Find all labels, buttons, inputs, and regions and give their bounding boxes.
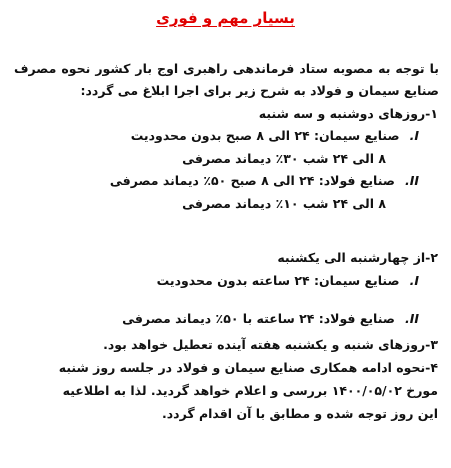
item-2-heading: ۲-از چهارشنبه الی یکشنبه: [277, 250, 438, 265]
item-4-line-2: مورخ ۱۴۰۰/۰۵/۰۲ بررسی و اعلام خواهد گردید. لذا به اطلاعیه: [62, 383, 438, 398]
item-4-line-1: ۴-نحوه ادامه همکاری صنایع سیمان و فولاد در جلسه روز شنبه: [58, 360, 438, 375]
item-1-steel-line: [110, 170, 419, 192]
title-text: بسیار مهم و فوری: [156, 9, 295, 27]
item-1-steel-text: صنایع فولاد: ۲۴ الی ۸ صبح ۵۰٪ دیماند مصرفی: [109, 173, 395, 188]
item-1-cement-line-2: ۸ الی ۲۴ شب ۳۰٪ دیماند مصرفی: [182, 151, 386, 166]
item-1-marker-ii: II.: [404, 173, 419, 188]
item-4-line-3: این روز توجه شده و مطابق با آن اقدام گردد.: [161, 406, 438, 421]
item-2-steel-text: صنایع فولاد: ۲۴ ساعته با ۵۰٪ دیماند مصرفی: [122, 311, 395, 326]
item-1-cement-line: [131, 125, 419, 147]
item-2-marker-ii: II.: [404, 311, 419, 326]
item-2-cement-line: [157, 270, 419, 292]
item-1-heading: ۱-روزهای دوشنبه و سه شنبه: [258, 106, 438, 121]
item-3-text: ۳-روزهای شنبه و یکشنبه هفته آینده تعطیل خواهد بود.: [103, 337, 438, 352]
document-title: [0, 6, 451, 30]
item-1-steel-line-2: ۸ الی ۲۴ شب ۱۰٪ دیماند مصرفی: [182, 196, 386, 211]
item-1-marker-i: I.: [409, 128, 419, 143]
item-2-cement-text: صنایع سیمان: ۲۴ ساعته بدون محدودیت: [156, 273, 400, 288]
intro-paragraph: با توجه به مصوبه ستاد فرماندهی راهبری اوج بار کشور نحوه مصرف صنایع سیمان و فولاد به شرح زیر برای اجرا ابلاغ می گردد:: [14, 61, 439, 98]
item-2-marker-i: I.: [409, 273, 419, 288]
item-2-steel-line: [122, 308, 419, 330]
item-1-cement-text: صنایع سیمان: ۲۴ الی ۸ صبح بدون محدودیت: [130, 128, 400, 143]
